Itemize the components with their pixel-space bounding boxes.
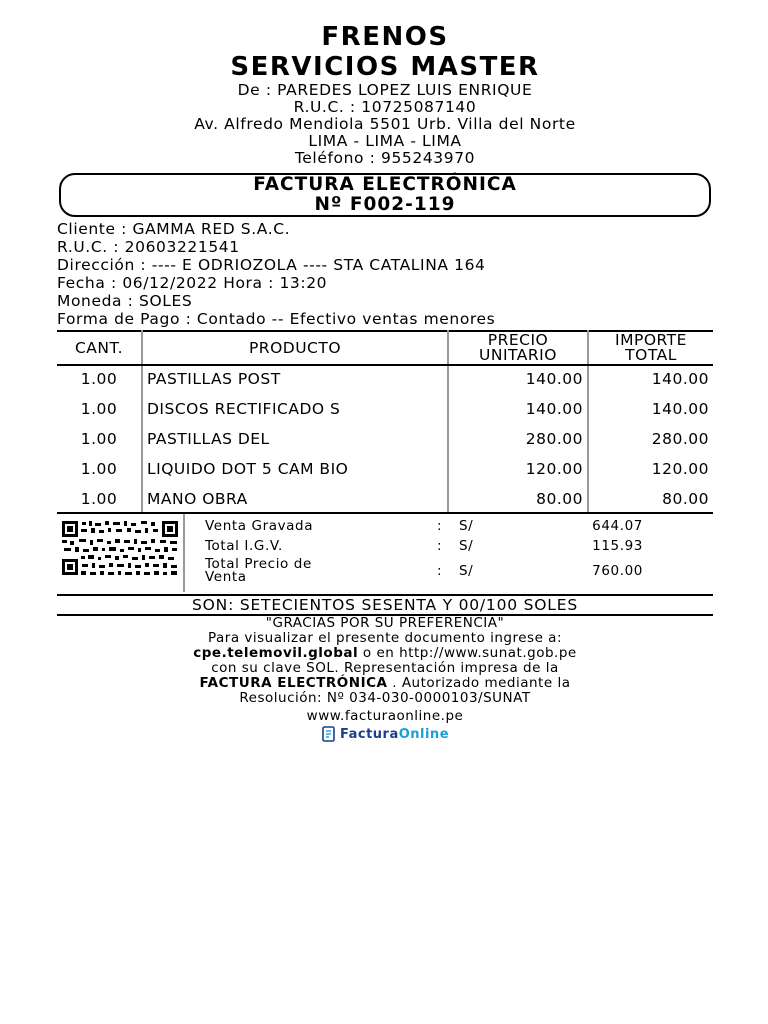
client-address: Dirección : ---- E ODRIOZOLA ---- STA CATALINA 164	[57, 256, 486, 274]
client-info	[57, 221, 713, 328]
header-cant: CANT.	[57, 331, 142, 365]
row-precio: 140.00	[448, 392, 588, 426]
total-colon: :	[437, 562, 443, 579]
logo-text-factura: Factura	[339, 726, 399, 742]
row-importe: 120.00	[651, 459, 709, 478]
row-producto: PASTILLAS DEL	[142, 426, 448, 452]
issue-date-time: Fecha : 06/12/2022 Hora : 13:20	[57, 274, 328, 292]
table-row	[57, 365, 713, 392]
logo-text-online: Online	[398, 726, 450, 742]
row-producto: MANO OBRA	[142, 486, 448, 512]
table-row	[57, 392, 713, 426]
factura-electronica-label: FACTURA ELECTRÓNICA	[199, 675, 388, 691]
brand-name	[57, 22, 713, 82]
client-ruc: R.U.C. : 20603221541	[57, 238, 240, 256]
row-cant: 1.00	[57, 365, 142, 392]
totals-section	[57, 512, 713, 592]
brand-line-2: SERVICIOS MASTER	[230, 52, 540, 82]
facturaonline-logo	[57, 726, 713, 742]
header-importe: IMPORTE TOTAL	[588, 331, 713, 365]
row-cant: 1.00	[57, 452, 142, 486]
issuer-address: Av. Alfredo Mendiola 5501 Urb. Villa del Norte	[194, 115, 576, 133]
total-value: 115.93	[592, 537, 643, 554]
row-importe: 140.00	[651, 399, 709, 418]
row-precio: 280.00	[448, 426, 588, 452]
payment-method: Forma de Pago : Contado -- Efectivo ventas menores	[57, 310, 496, 328]
items-header-row	[57, 331, 713, 365]
issuer-info	[57, 82, 713, 167]
currency: Moneda : SOLES	[57, 292, 193, 310]
total-currency: S/	[459, 562, 474, 579]
table-row	[57, 452, 713, 486]
issuer-phone: Teléfono : 955243970	[294, 149, 476, 167]
total-value: 644.07	[592, 517, 643, 534]
table-row	[57, 426, 713, 452]
row-precio: 80.00	[448, 486, 588, 512]
clave-text: con su clave SOL. Representación impresa de la	[211, 660, 559, 676]
total-colon: :	[437, 517, 443, 534]
client-name: Cliente : GAMMA RED S.A.C.	[57, 220, 291, 238]
resolution-text: Resolución: Nº 034-030-0000103/SUNAT	[239, 690, 531, 706]
total-value: 760.00	[592, 562, 643, 579]
totals-list	[185, 514, 713, 592]
items-table	[57, 330, 713, 512]
total-colon: :	[437, 537, 443, 554]
row-producto: LIQUIDO DOT 5 CAM BIO	[142, 452, 448, 486]
row-producto: PASTILLAS POST	[142, 365, 448, 392]
total-label: Venta Gravada	[205, 517, 314, 534]
site-link-cpe[interactable]: cpe.telemovil.global	[193, 645, 359, 661]
visualize-sites	[57, 646, 713, 661]
row-cant: 1.00	[57, 392, 142, 426]
header-producto: PRODUCTO	[142, 331, 448, 365]
row-cant: 1.00	[57, 426, 142, 452]
document-title-box	[59, 173, 711, 217]
row-importe: 140.00	[651, 369, 709, 388]
document-icon	[321, 726, 337, 742]
row-precio: 120.00	[448, 452, 588, 486]
total-currency: S/	[459, 517, 474, 534]
qr-code	[57, 514, 185, 592]
total-row	[205, 556, 713, 586]
document-type: FACTURA ELECTRÓNICA	[253, 174, 517, 195]
row-precio: 140.00	[448, 365, 588, 392]
receipt	[57, 22, 713, 742]
total-label: Total I.G.V.	[205, 537, 283, 554]
visualize-text: Para visualizar el presente documento ingrese a:	[207, 630, 563, 646]
total-row	[205, 516, 713, 536]
row-importe: 280.00	[651, 429, 709, 448]
issuer-ruc: R.U.C. : 10725087140	[293, 98, 477, 116]
brand-line-1: FRENOS	[321, 22, 449, 52]
website-link[interactable]: www.facturaonline.pe	[306, 708, 464, 724]
table-row	[57, 486, 713, 512]
amount-in-words: SON: SETECIENTOS SESENTA Y 00/100 SOLES	[57, 594, 713, 616]
authorized-text	[57, 676, 713, 691]
row-cant: 1.00	[57, 486, 142, 512]
issuer-name: De : PAREDES LOPEZ LUIS ENRIQUE	[237, 81, 533, 99]
document-number: Nº F002-119	[314, 194, 456, 215]
row-importe: 80.00	[662, 489, 709, 508]
header-precio: PRECIO UNITARIO	[448, 331, 588, 365]
footer	[57, 616, 713, 742]
thanks-message: "GRACIAS POR SU PREFERENCIA"	[265, 615, 505, 631]
total-label: Total Precio de Venta	[205, 556, 312, 585]
site-link-sunat[interactable]: o en http://www.sunat.gob.pe	[358, 645, 577, 661]
qr-code-icon	[61, 520, 179, 576]
issuer-city: LIMA - LIMA - LIMA	[308, 132, 462, 150]
total-row	[205, 536, 713, 556]
authorized-rest: . Autorizado mediante la	[387, 675, 571, 691]
row-producto: DISCOS RECTIFICADO S	[142, 392, 448, 426]
total-currency: S/	[459, 537, 474, 554]
